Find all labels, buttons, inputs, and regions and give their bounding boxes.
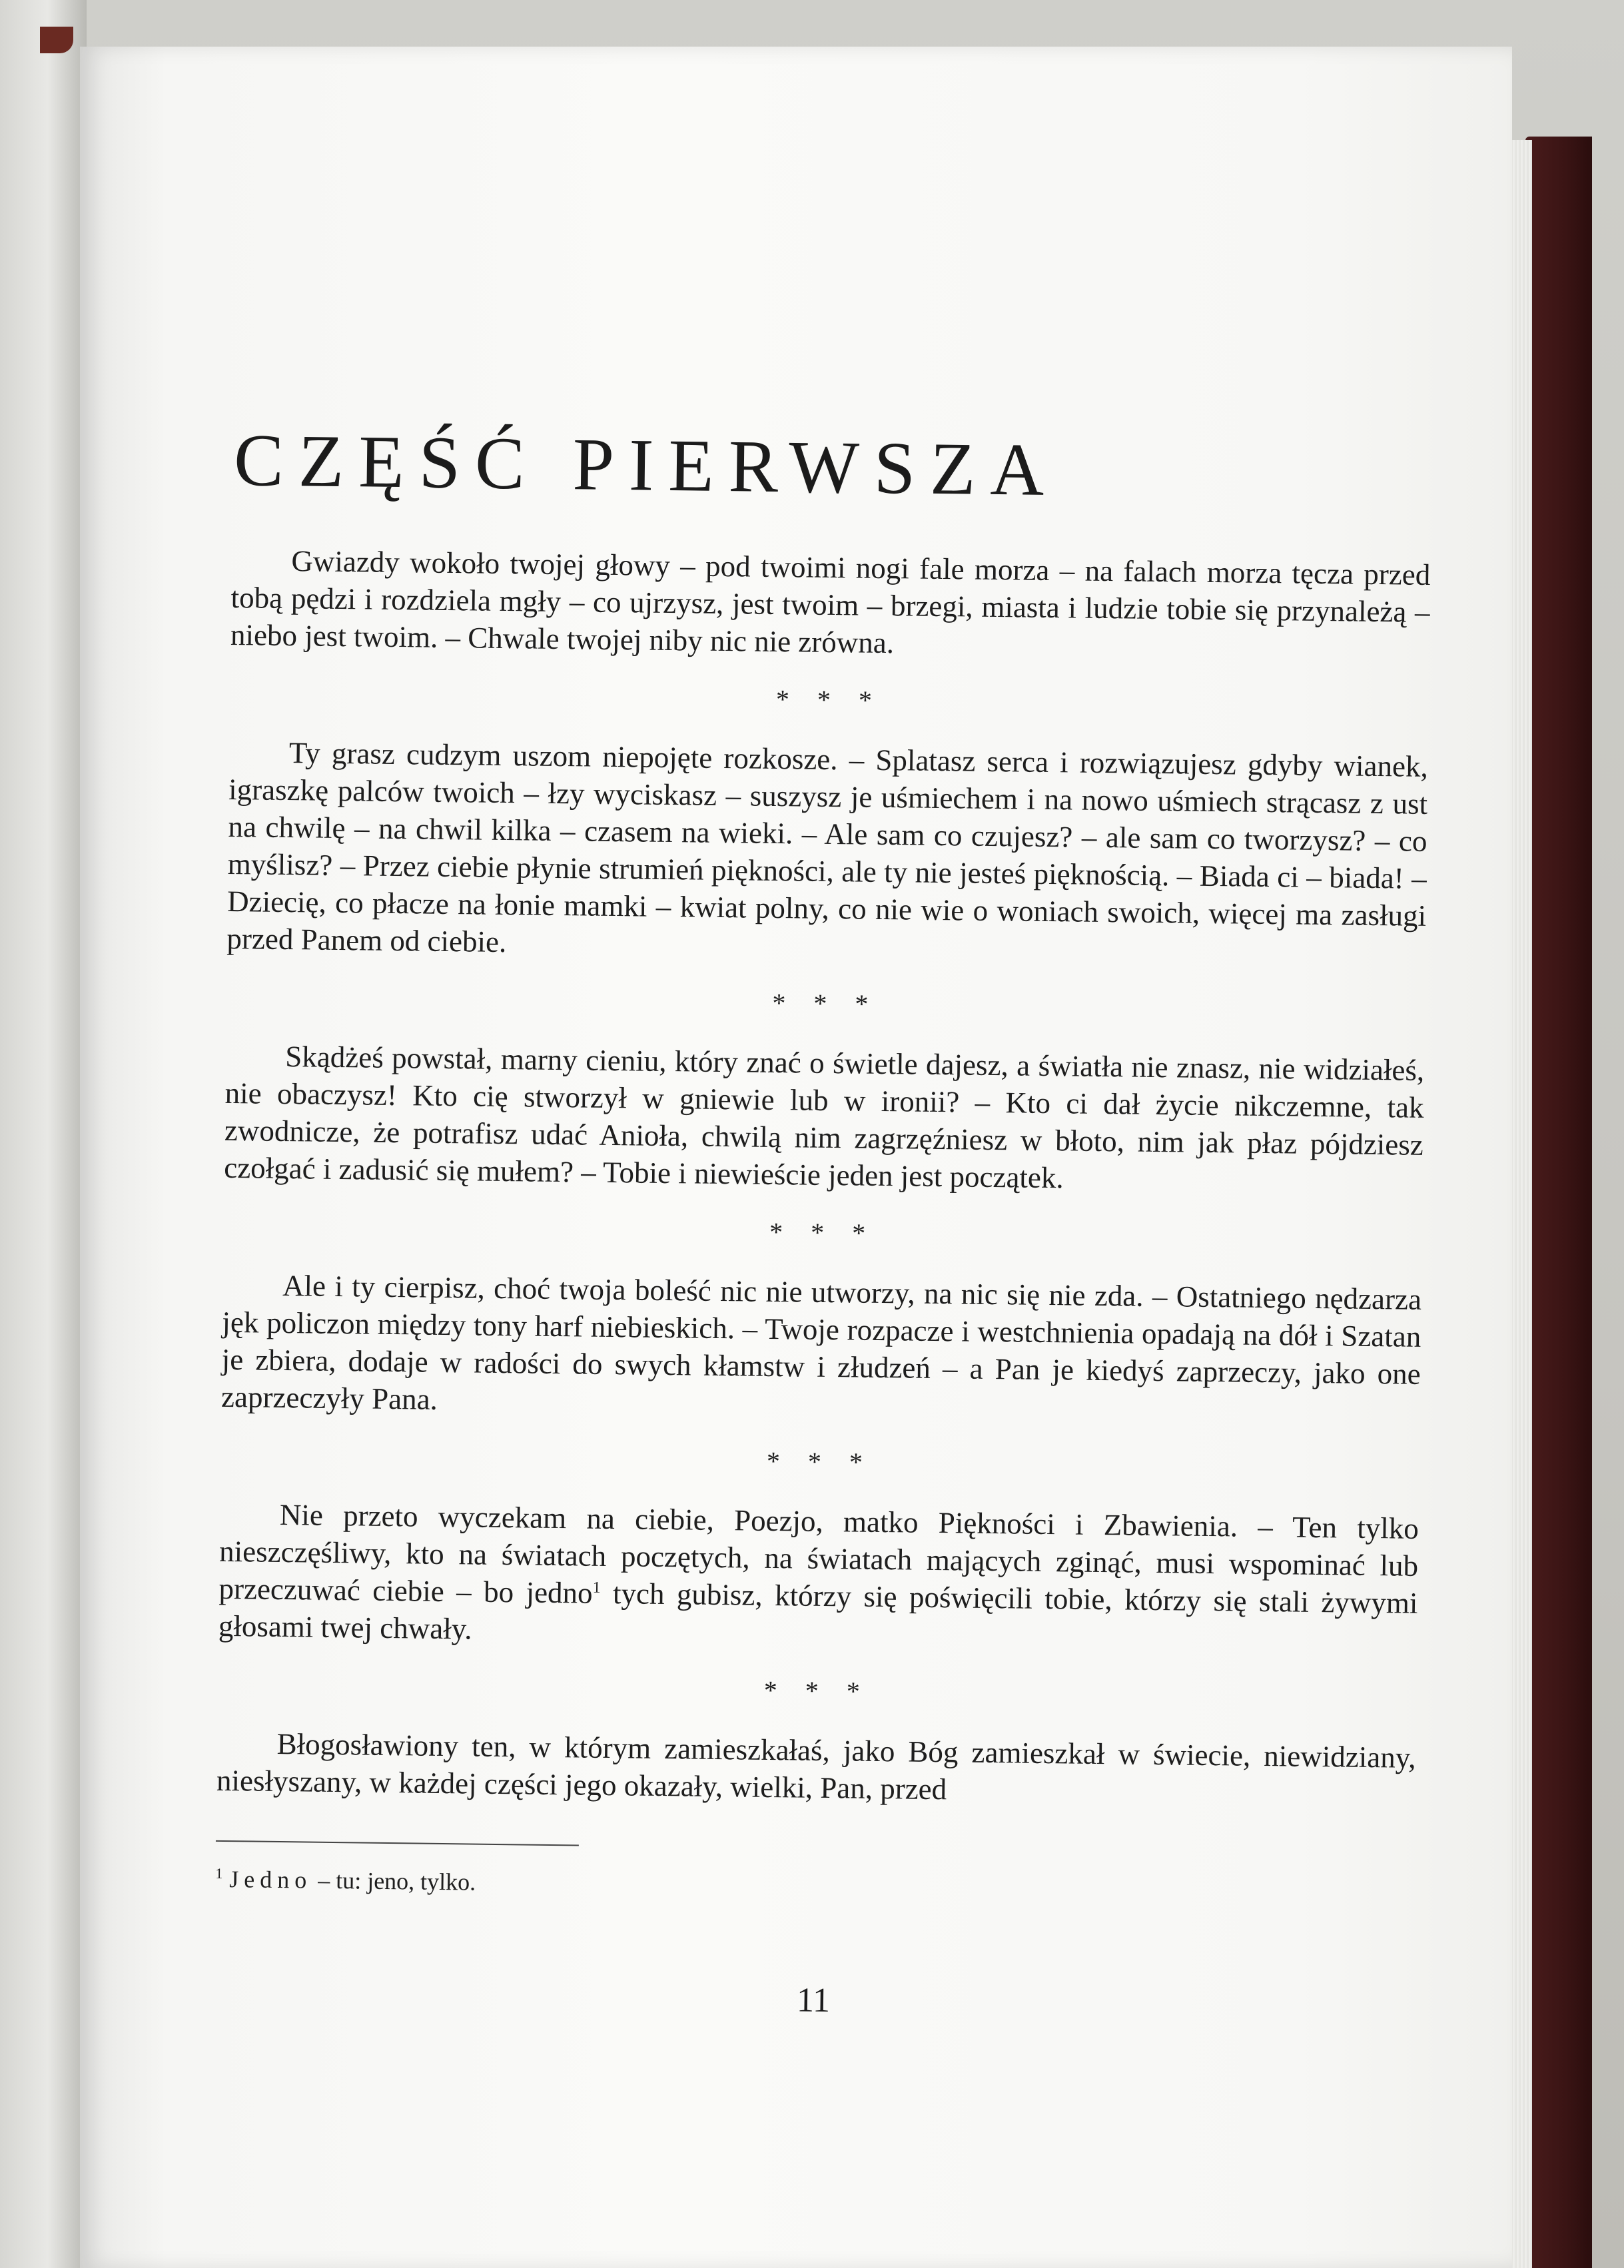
left-page-edge <box>0 0 87 2268</box>
paragraph-4: Ale i ty cierpisz, choć twoja boleść nic nie utworzy, na nic się nie zda. – Ostatniego nędzarza jęk policzon między tony harf niebieskich. – Twoje rozpacze i westchnienia opadają na dół i Szatan je zbiera, dodaje w radości do swych kłamstw i złudzeń – a Pan je kiedyś zaprzeczy, jako one zaprzeczyły Pana. <box>220 1269 1422 1417</box>
paragraph-5 <box>218 1495 1420 1659</box>
book-page <box>80 47 1512 2268</box>
footnote-definition: – tu: jeno, tylko. <box>311 1866 476 1896</box>
page-number: 11 <box>796 1981 831 2020</box>
footnote-term: Jedno <box>228 1866 312 1894</box>
chapter-title: CZĘŚĆ PIERWSZA <box>233 419 1060 512</box>
footnote-divider <box>216 1840 579 1846</box>
section-separator: * * * <box>775 684 883 716</box>
footnote-reference[interactable]: 1 <box>592 1579 601 1597</box>
book-cover-edge <box>1525 137 1592 2268</box>
footnote <box>215 1859 1415 1908</box>
cover-corner <box>40 27 73 53</box>
paragraph-1: Gwiazdy wokoło twojej głowy – pod twoimi nogi fale morza – na falach morza tęcza przed tobą pędzi i rozdziela mgły – co ujrzysz, jest twoim – brzegi, miasta i ludzie tobie się przynależą – niebo jest twoim. – Chwale twojej niby nic nie zrówna. <box>230 544 1431 660</box>
section-separator: * * * <box>766 1446 874 1478</box>
page-content <box>214 420 1432 2028</box>
section-separator: * * * <box>772 988 879 1020</box>
paragraph-6: Błogosławiony ten, w którym zamieszkałaś, jako Bóg zamieszkał w świecie, niewidziany, niesłyszany, w każdej części jego okazały, wielki, Pan, przed <box>216 1727 1416 1806</box>
paragraph-5-text-after: tych gubisz, którzy się poświęcili tobie, którzy się stali żywymi głosami twej chwały. <box>218 1577 1418 1646</box>
footnote-marker: 1 <box>215 1865 223 1882</box>
section-separator: * * * <box>763 1675 871 1707</box>
section-separator: * * * <box>769 1217 877 1249</box>
paragraph-5-text-before: Nie przeto wyczekam na ciebie, Poezjo, matko Piękności i Zbawienia. – Ten tylko nieszczęśliwy, kto na światach poczętych, na światach mających zginąć, musi wspominać lub przeczuwać ciebie – bo jedno <box>218 1498 1420 1610</box>
paragraph-3: Skądżeś powstał, marny cieniu, który znać o świetle dajesz, a światła nie znasz, nie widziałeś, nie obaczysz! Kto cię stworzył w gniewie lub w ironii? – Kto ci dał życie nikczemne, tak zwodnicze, że potrafisz udać Anioła, chwilą nim zagrzęźniesz w błoto, nim jak płaz pójdziesz czołgać i zadusić się mułem? – Tobie i niewieście jeden jest początek. <box>223 1040 1425 1195</box>
paragraph-2: Ty grasz cudzym uszom niepojęte rozkosze. – Splatasz serca i rozwiązujesz gdyby wianek, igraszkę palców twoich – łzy wyciskasz – suszysz je uśmiechem i na nowo uśmiech strącasz z ust na chwilę – na chwil kilka – czasem na wieki. – Ale sam co czujesz? – ale sam co tworzysz? – co myślisz? – Przez ciebie płynie strumień piękności, ale ty nie jesteś pięknością. – Biada ci – biada! – Dziecię, co płacze na łonie mamki – kwiat polny, co nie wie o woniach swoich, więcej ma zasługi przed Panem od ciebie. <box>226 736 1429 959</box>
